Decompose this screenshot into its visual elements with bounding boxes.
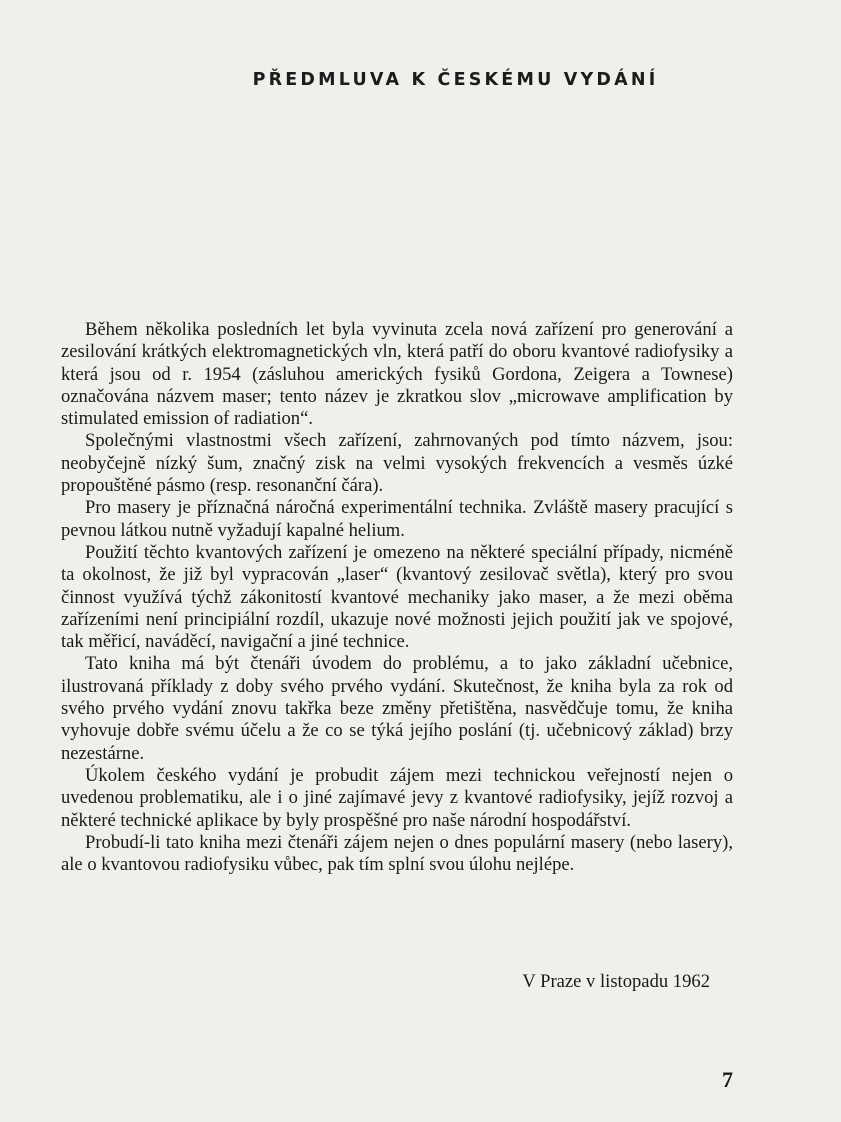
page-number: 7 (722, 1067, 733, 1092)
paragraph: Pro masery je příznačná náročná experimentální technika. Zvláště masery pracující s pevnou látkou nutně vyžadují kapalné helium. (61, 497, 733, 541)
paragraph: Použití těchto kvantových zařízení je omezeno na některé speciální případy, nicméně ta okolnost, že již byl vypracován „laser“ (kvantový zesilovač světla), který pro svou činnost využívá týchž zákonitostí kvantové mechaniky jako maser, a že mezi oběma zařízeními není principiální rozdíl, ukazuje nové možnosti jejich použití jak ve spojové, tak měřicí, naváděcí, navigační a jiné technice. (61, 541, 733, 653)
paragraph: Probudí-li tato kniha mezi čtenáři zájem nejen o dnes populární masery (nebo lasery), ale o kvantovou radiofysiku vůbec, pak tím splní svou úlohu nejlépe. (61, 831, 733, 876)
place-date-signature: V Praze v listopadu 1962 (522, 971, 710, 992)
paragraph: Úkolem českého vydání je probudit zájem mezi technickou veřejností nejen o uvedenou problematiku, ale i o jiné zajímavé jevy z kvantové radiofysiky, jejíž rozvoj a některé technické aplikace by byly prospěšné pro naše národní hospodářství. (61, 764, 733, 831)
paragraph: Tato kniha má být čtenáři úvodem do problému, a to jako základní učebnice, ilustrovaná příklady z doby svého prvého vydání. Skutečnost, že kniha byla za rok od svého prvého vydání znovu takřka beze změny přetištěna, nasvědčuje tomu, že kniha vyhovuje dobře svému účelu a že co se týká jejího poslání (tj. učebnicový základ) brzy nezestárne. (61, 653, 733, 764)
page-title: PŘEDMLUVA K ČESKÉMU VYDÁNÍ (252, 70, 659, 90)
paragraph: Během několika posledních let byla vyvinuta zcela nová zařízení pro generování a zesilování krátkých elektromagnetických vln, která patří do oboru kvantové radiofysiky a která jsou od r. 1954 (zásluhou amerických fysiků Gordona, Zeigera a Townese) označována názvem maser; tento název je zkratkou slov „microwave amplification by stimulated emission of radiation“. (61, 319, 733, 430)
paragraph: Společnými vlastnostmi všech zařízení, zahrnovaných pod tímto názvem, jsou: neobyčejně nízký šum, značný zisk na velmi vysokých frekvencích a vesměs úzké propouštěné pásmo (resp. resonanční čára). (61, 430, 733, 497)
preface-text (61, 319, 733, 876)
